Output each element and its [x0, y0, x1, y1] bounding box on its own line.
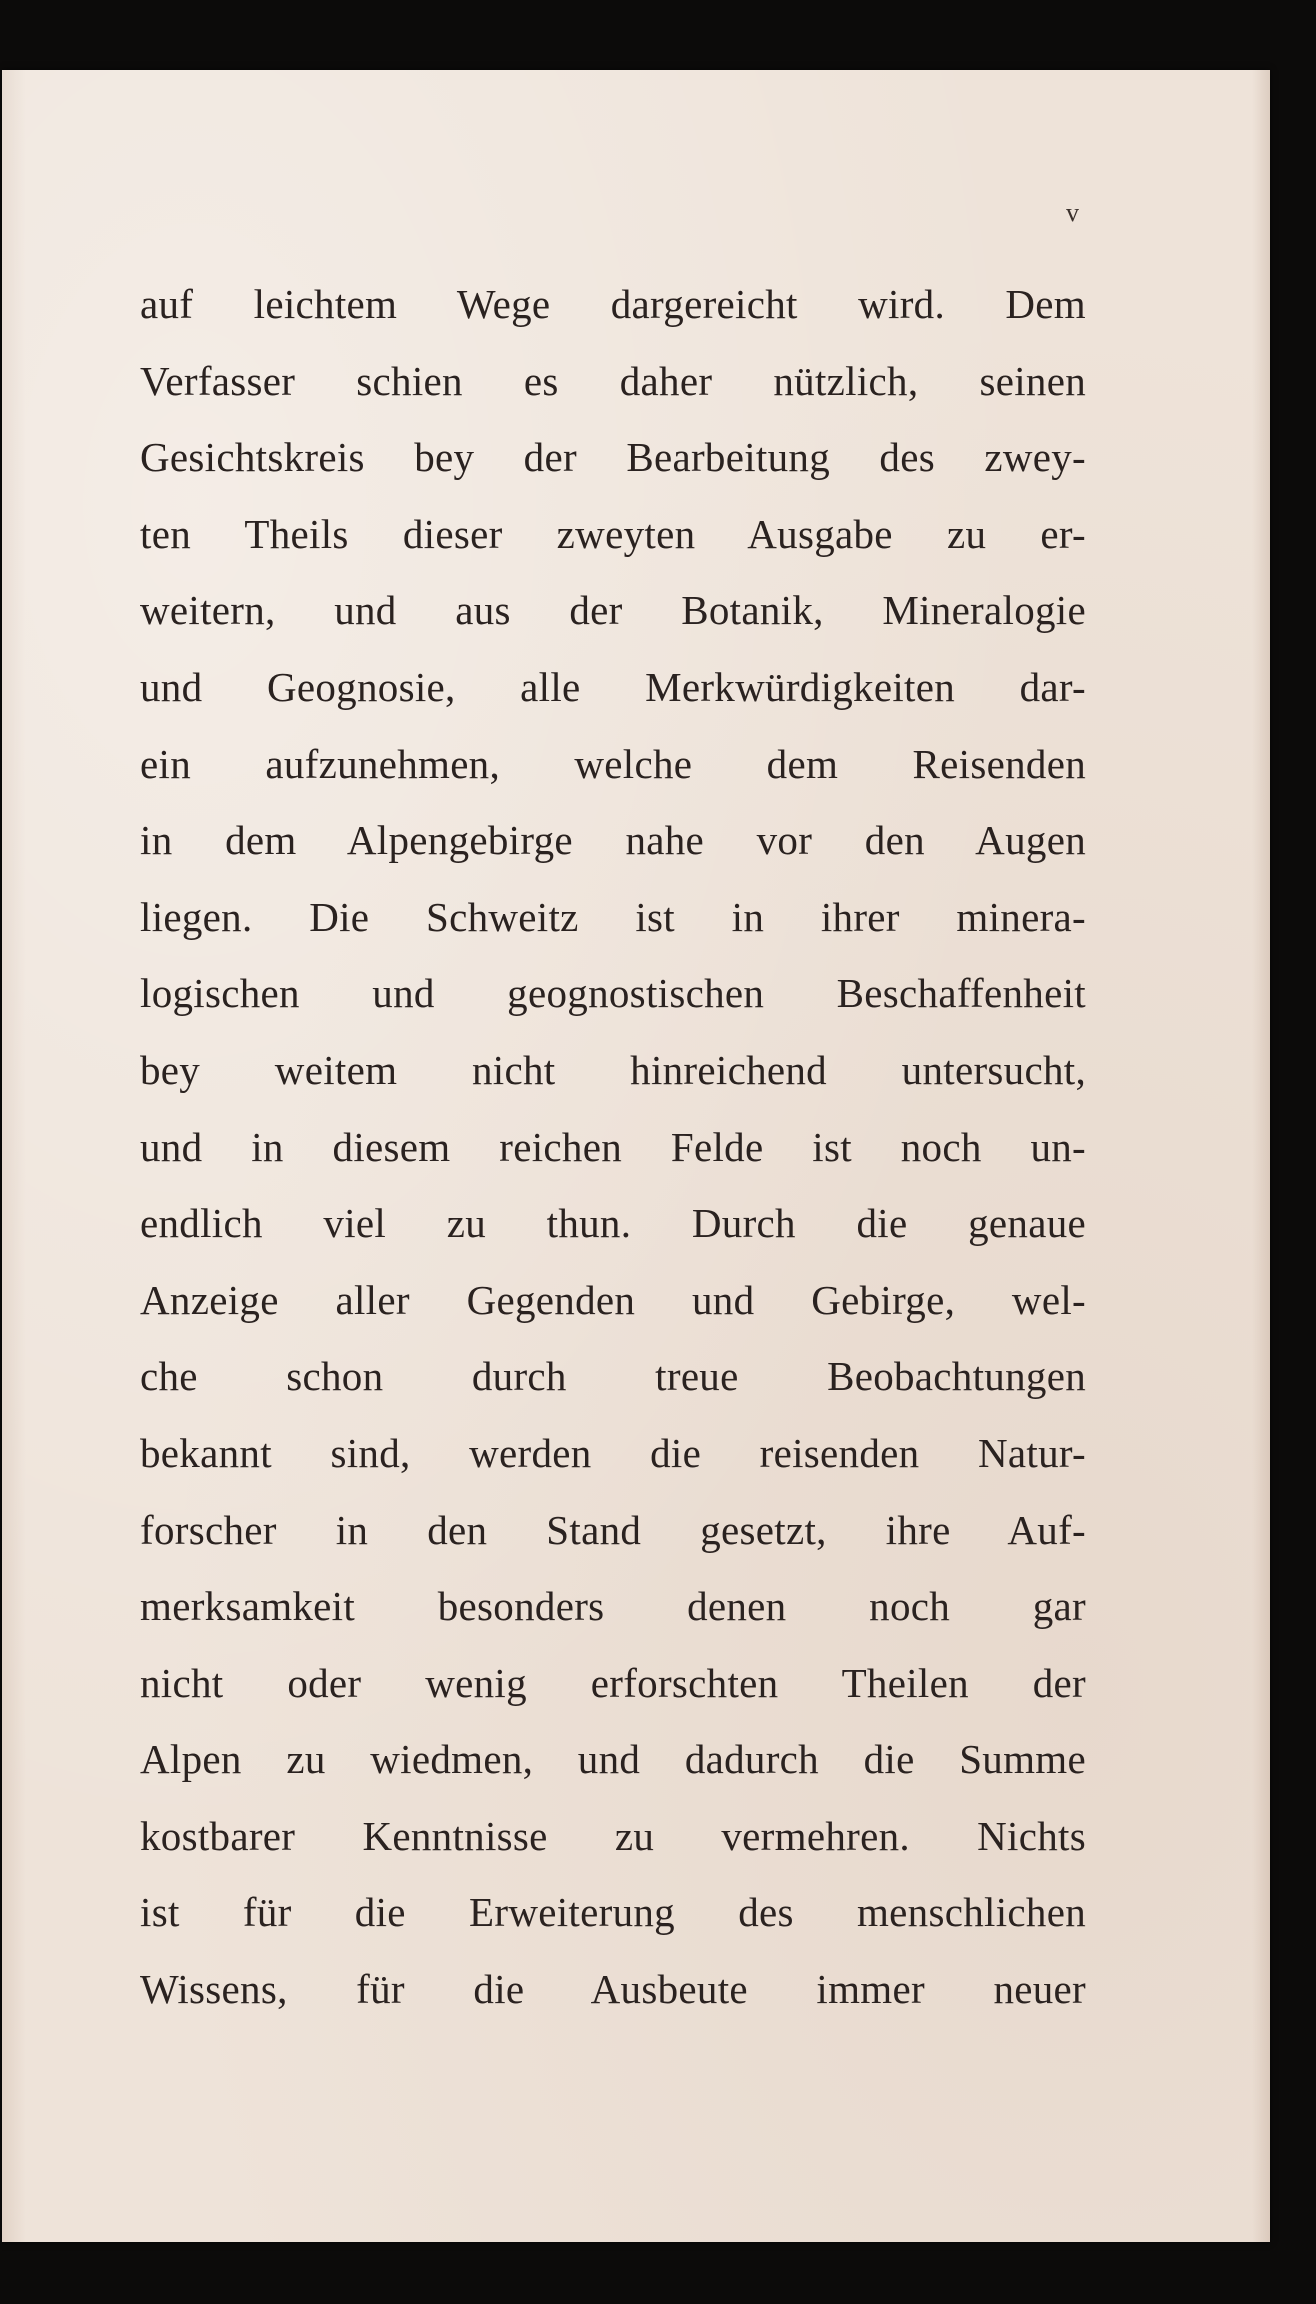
text-line: endlich viel zu thun. Durch die genaue: [140, 1200, 1086, 1247]
text-line: liegen. Die Schweitz ist in ihrer minera-: [140, 893, 1086, 940]
page-number: v: [1066, 198, 1079, 227]
text-line: bekannt sind, werden die reisenden Natur-: [140, 1429, 1086, 1476]
text-line: auf leichtem Wege dargereicht wird. Dem: [140, 281, 1086, 327]
text-line: ein aufzunehmen, welche dem Reisenden: [140, 740, 1086, 787]
text-line: in dem Alpengebirge nahe vor den Augen: [140, 817, 1086, 864]
text-line: merksamkeit besonders denen noch gar: [140, 1583, 1086, 1630]
text-line: bey weitem nicht hinreichend untersucht,: [140, 1046, 1086, 1093]
text-line: nicht oder wenig erforschten Theilen der: [140, 1659, 1086, 1706]
text-line: ist für die Erweiterung des menschlichen: [140, 1889, 1086, 1936]
text-line: Alpen zu wiedmen, und dadurch die Summe: [140, 1736, 1086, 1783]
text-line: kostbarer Kenntnisse zu vermehren. Nichts: [140, 1812, 1086, 1859]
text-line: Anzeige aller Gegenden und Gebirge, wel-: [140, 1276, 1086, 1323]
book-page: [2, 70, 1270, 2242]
text-line: und in diesem reichen Felde ist noch un-: [140, 1123, 1086, 1170]
text-line: Wissens, für die Ausbeute immer neuer: [140, 1966, 1086, 2013]
text-line: weitern, und aus der Botanik, Mineralogie: [140, 587, 1086, 634]
text-line: ten Theils dieser zweyten Ausgabe zu er-: [140, 510, 1086, 557]
text-line: Gesichtskreis bey der Bearbeitung des zwey-: [140, 434, 1086, 481]
body-text: [140, 266, 1086, 2028]
text-line: forscher in den Stand gesetzt, ihre Auf-: [140, 1506, 1086, 1553]
text-line: logischen und geognostischen Beschaffenheit: [140, 970, 1086, 1017]
text-line: und Geognosie, alle Merkwürdigkeiten dar-: [140, 663, 1086, 710]
text-line: che schon durch treue Beobachtungen: [140, 1353, 1086, 1400]
text-line: Verfasser schien es daher nützlich, seinen: [140, 357, 1086, 404]
